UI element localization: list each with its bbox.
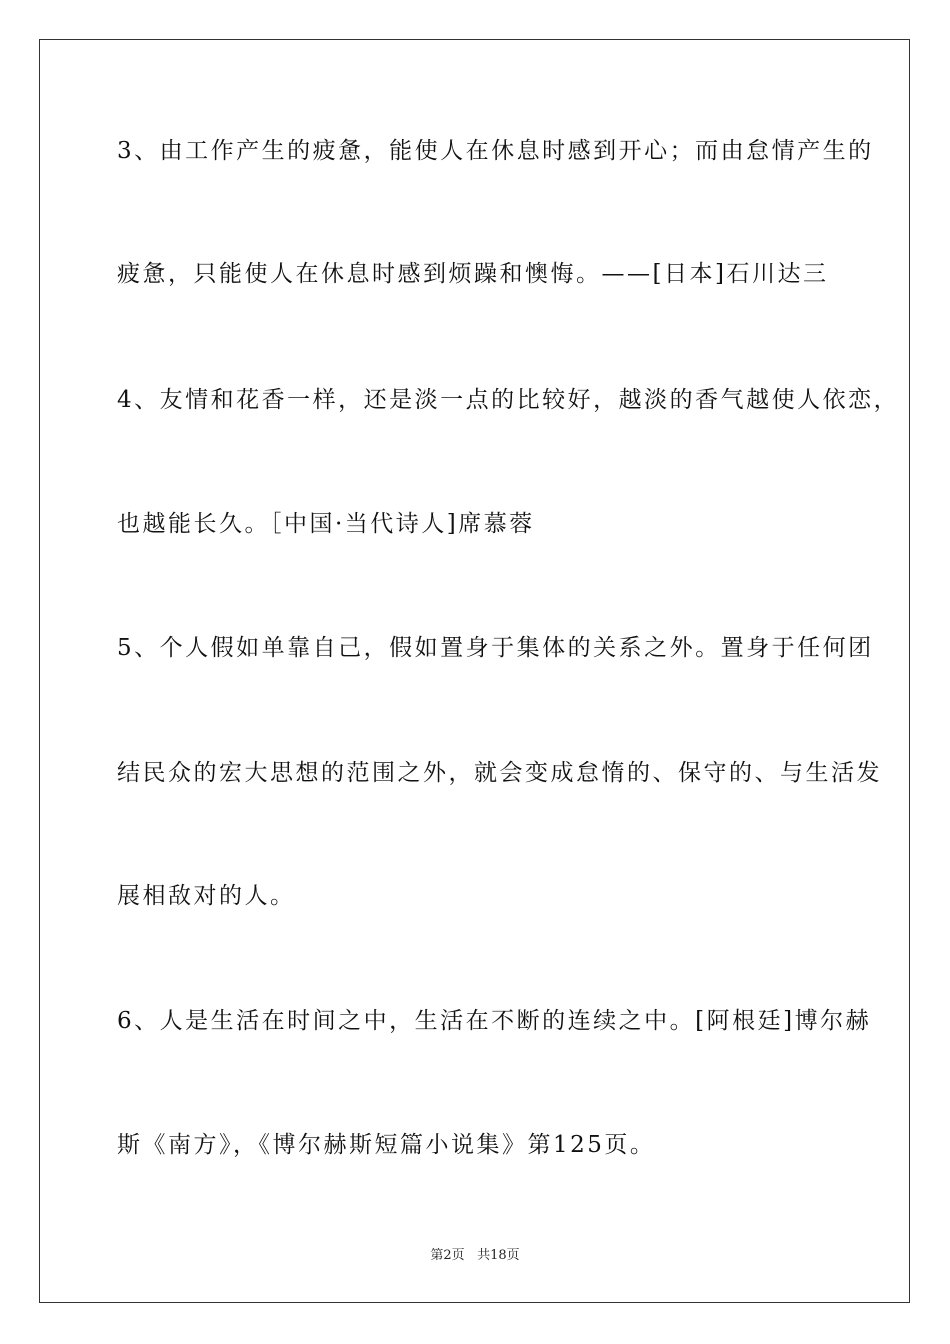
text-line: 3、由工作产生的疲惫，能使人在休息时感到开心；而由怠情产生的 (117, 138, 874, 164)
current-page-number: 第2页 (430, 1248, 465, 1263)
text-line: 结民众的宏大思想的范围之外，就会变成怠惰的、保守的、与生活发 (117, 760, 882, 786)
page-border (39, 39, 910, 1303)
text-line: 疲惫，只能使人在休息时感到烦躁和懊悔。——[日本]石川达三 (117, 261, 829, 287)
text-line: 4、友情和花香一样，还是淡一点的比较好，越淡的香气越使人依恋， (117, 387, 900, 413)
text-line: 5、个人假如单靠自己，假如置身于集体的关系之外。置身于任何团 (117, 635, 874, 661)
text-line: 斯《南方》，《博尔赫斯短篇小说集》第125页。 (117, 1132, 656, 1158)
page-footer (0, 1247, 950, 1265)
text-line: 也越能长久。［中国·当代诗人]席慕蓉 (117, 511, 535, 537)
text-line: 6、人是生活在时间之中，生活在不断的连续之中。[阿根廷]博尔赫 (117, 1008, 872, 1034)
text-line: 展相敌对的人。 (117, 883, 296, 909)
total-pages: 共18页 (477, 1248, 520, 1263)
